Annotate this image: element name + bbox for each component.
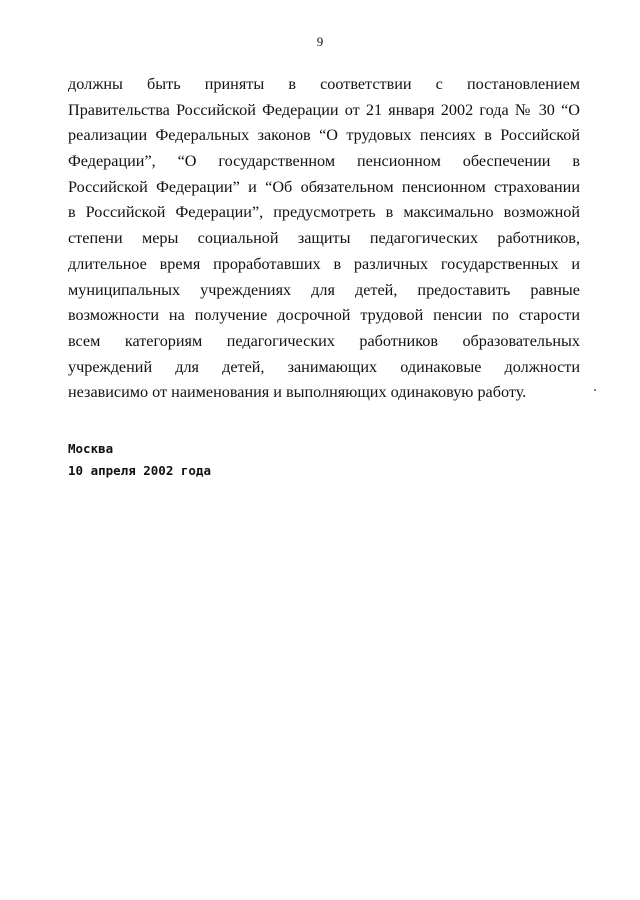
paragraph-line: в Российской Федерации”, предусмотреть в максимально возможной — [68, 203, 580, 222]
page-number: 9 — [316, 34, 324, 49]
signature-date: 10 апреля 2002 года — [68, 463, 211, 478]
paragraph-line-last: независимо от наименования и выполняющих одинаковую работу. — [68, 383, 527, 402]
paragraph-line: степени меры социальной защиты педагогических работников, — [68, 229, 580, 248]
margin-mark — [594, 389, 596, 391]
paragraph-line: Федерации”, “О государственном пенсионном обеспечении в — [68, 152, 580, 171]
paragraph-line: должны быть приняты в соответствии с постановлением — [68, 75, 580, 93]
paragraph-line: возможности на получение досрочной трудовой пенсии по старости — [68, 306, 580, 325]
paragraph-line: длительное время проработавших в различных государственных и — [68, 254, 580, 273]
paragraph-line: муниципальных учреждениях для детей, предоставить равные — [68, 280, 580, 299]
body-paragraph — [68, 72, 580, 406]
paragraph-line: Правительства Российской Федерации от 21 января 2002 года № 30 “О — [68, 100, 580, 119]
paragraph-line: реализации Федеральных законов “О трудовых пенсиях в Российской — [68, 126, 580, 145]
signature-block — [68, 438, 211, 482]
paragraph-line: всем категориям педагогических работников образовательных — [68, 331, 580, 350]
paragraph-line: Российской Федерации” и “Об обязательном пенсионном страховании — [68, 177, 580, 196]
signature-city: Москва — [68, 441, 114, 456]
paragraph-line: учреждений для детей, занимающих одинаковые должности — [68, 357, 580, 376]
